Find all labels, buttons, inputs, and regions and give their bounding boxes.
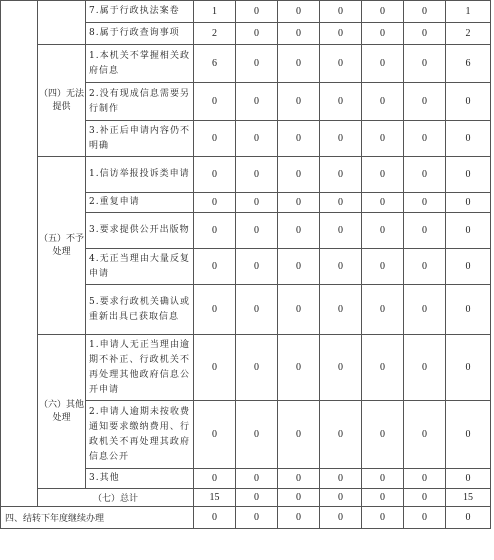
value-cell: 0 xyxy=(278,249,320,285)
value-cell: 0 xyxy=(278,507,320,529)
value-cell: 0 xyxy=(404,193,446,213)
row-label: 2.申请人逾期未按收费通知要求缴纳费用、行政机关不再处理其政府信息公开 xyxy=(86,401,194,469)
row-label: 1.本机关不掌握相关政府信息 xyxy=(86,45,194,83)
value-cell: 0 xyxy=(194,507,236,529)
value-cell: 0 xyxy=(404,1,446,23)
value-cell: 0 xyxy=(236,401,278,469)
row-label: 3.要求提供公开出版物 xyxy=(86,213,194,249)
value-cell: 2 xyxy=(446,23,491,45)
group-label: （六）其他处理 xyxy=(38,335,86,489)
value-cell: 0 xyxy=(446,335,491,401)
value-cell: 0 xyxy=(236,335,278,401)
group-cell-continued xyxy=(38,1,86,45)
value-cell: 0 xyxy=(236,489,278,507)
value-cell: 0 xyxy=(404,23,446,45)
value-cell: 0 xyxy=(446,193,491,213)
value-cell: 0 xyxy=(278,23,320,45)
value-cell: 0 xyxy=(362,83,404,121)
value-cell: 0 xyxy=(320,1,362,23)
table-row xyxy=(1,157,491,193)
table-row xyxy=(1,1,491,23)
value-cell: 0 xyxy=(404,45,446,83)
row-label: 3.补正后申请内容仍不明确 xyxy=(86,121,194,157)
value-cell: 0 xyxy=(278,401,320,469)
value-cell: 0 xyxy=(446,83,491,121)
value-cell: 0 xyxy=(404,213,446,249)
value-cell: 0 xyxy=(362,335,404,401)
value-cell: 0 xyxy=(362,249,404,285)
value-cell: 0 xyxy=(194,401,236,469)
value-cell: 0 xyxy=(362,23,404,45)
value-cell: 0 xyxy=(446,213,491,249)
row-label: 2.没有现成信息需要另行制作 xyxy=(86,83,194,121)
value-cell: 0 xyxy=(320,489,362,507)
value-cell: 0 xyxy=(404,507,446,529)
value-cell: 0 xyxy=(236,157,278,193)
value-cell: 0 xyxy=(320,193,362,213)
value-cell: 0 xyxy=(404,401,446,469)
value-cell: 0 xyxy=(320,469,362,489)
row-label: 4.无正当理由大量反复申请 xyxy=(86,249,194,285)
value-cell: 0 xyxy=(404,335,446,401)
value-cell: 0 xyxy=(404,121,446,157)
value-cell: 0 xyxy=(320,285,362,335)
value-cell: 0 xyxy=(404,157,446,193)
value-cell: 0 xyxy=(404,285,446,335)
value-cell: 0 xyxy=(320,213,362,249)
value-cell: 0 xyxy=(194,249,236,285)
value-cell: 0 xyxy=(320,83,362,121)
row-label: 7.属于行政执法案卷 xyxy=(86,1,194,23)
value-cell: 0 xyxy=(194,157,236,193)
value-cell: 0 xyxy=(404,469,446,489)
row-label: 1.申请人无正当理由逾期不补正、行政机关不再处理其他政府信息公开申请 xyxy=(86,335,194,401)
value-cell: 0 xyxy=(362,401,404,469)
value-cell: 0 xyxy=(446,507,491,529)
row-label: 1.信访举报投诉类申请 xyxy=(86,157,194,193)
value-cell: 0 xyxy=(278,469,320,489)
value-cell: 0 xyxy=(194,83,236,121)
value-cell: 0 xyxy=(404,249,446,285)
value-cell: 1 xyxy=(194,1,236,23)
value-cell: 0 xyxy=(446,285,491,335)
value-cell: 0 xyxy=(236,83,278,121)
carryover-row xyxy=(1,507,491,529)
value-cell: 0 xyxy=(236,285,278,335)
value-cell: 0 xyxy=(362,45,404,83)
value-cell: 0 xyxy=(320,507,362,529)
value-cell: 0 xyxy=(320,335,362,401)
value-cell: 0 xyxy=(236,1,278,23)
value-cell: 0 xyxy=(362,157,404,193)
value-cell: 0 xyxy=(194,193,236,213)
group-label: （四）无法提供 xyxy=(38,45,86,157)
value-cell: 0 xyxy=(362,1,404,23)
value-cell: 0 xyxy=(278,335,320,401)
value-cell: 0 xyxy=(236,193,278,213)
value-cell: 15 xyxy=(194,489,236,507)
value-cell: 0 xyxy=(278,1,320,23)
value-cell: 0 xyxy=(446,401,491,469)
value-cell: 0 xyxy=(320,157,362,193)
value-cell: 0 xyxy=(362,285,404,335)
value-cell: 0 xyxy=(278,193,320,213)
value-cell: 0 xyxy=(194,469,236,489)
outer-category-cell xyxy=(1,1,38,507)
total-row xyxy=(1,489,491,507)
row-label: 2.重复申请 xyxy=(86,193,194,213)
value-cell: 0 xyxy=(320,401,362,469)
value-cell: 0 xyxy=(278,489,320,507)
value-cell: 0 xyxy=(236,249,278,285)
total-label: （七）总计 xyxy=(38,489,194,507)
row-label: 5.要求行政机关确认或重新出具已获取信息 xyxy=(86,285,194,335)
value-cell: 15 xyxy=(446,489,491,507)
value-cell: 0 xyxy=(446,157,491,193)
value-cell: 2 xyxy=(194,23,236,45)
value-cell: 0 xyxy=(446,121,491,157)
value-cell: 0 xyxy=(278,285,320,335)
value-cell: 0 xyxy=(404,489,446,507)
value-cell: 0 xyxy=(404,83,446,121)
value-cell: 0 xyxy=(362,213,404,249)
value-cell: 0 xyxy=(446,469,491,489)
value-cell: 0 xyxy=(278,157,320,193)
group-label: （五）不予处理 xyxy=(38,157,86,335)
value-cell: 6 xyxy=(194,45,236,83)
value-cell: 0 xyxy=(236,469,278,489)
value-cell: 0 xyxy=(362,121,404,157)
row-label: 3.其他 xyxy=(86,469,194,489)
value-cell: 6 xyxy=(446,45,491,83)
value-cell: 0 xyxy=(278,83,320,121)
value-cell: 0 xyxy=(236,23,278,45)
carryover-label: 四、结转下年度继续办理 xyxy=(1,507,194,529)
value-cell: 0 xyxy=(320,249,362,285)
value-cell: 1 xyxy=(446,1,491,23)
table-row xyxy=(1,335,491,401)
value-cell: 0 xyxy=(194,335,236,401)
value-cell: 0 xyxy=(362,489,404,507)
value-cell: 0 xyxy=(278,213,320,249)
value-cell: 0 xyxy=(194,285,236,335)
value-cell: 0 xyxy=(320,121,362,157)
value-cell: 0 xyxy=(362,469,404,489)
value-cell: 0 xyxy=(236,507,278,529)
value-cell: 0 xyxy=(236,213,278,249)
value-cell: 0 xyxy=(446,249,491,285)
table-row xyxy=(1,45,491,83)
value-cell: 0 xyxy=(320,23,362,45)
value-cell: 0 xyxy=(362,193,404,213)
value-cell: 0 xyxy=(278,45,320,83)
value-cell: 0 xyxy=(236,45,278,83)
value-cell: 0 xyxy=(278,121,320,157)
value-cell: 0 xyxy=(194,121,236,157)
row-label: 8.属于行政查询事项 xyxy=(86,23,194,45)
value-cell: 0 xyxy=(194,213,236,249)
value-cell: 0 xyxy=(362,507,404,529)
value-cell: 0 xyxy=(236,121,278,157)
value-cell: 0 xyxy=(320,45,362,83)
